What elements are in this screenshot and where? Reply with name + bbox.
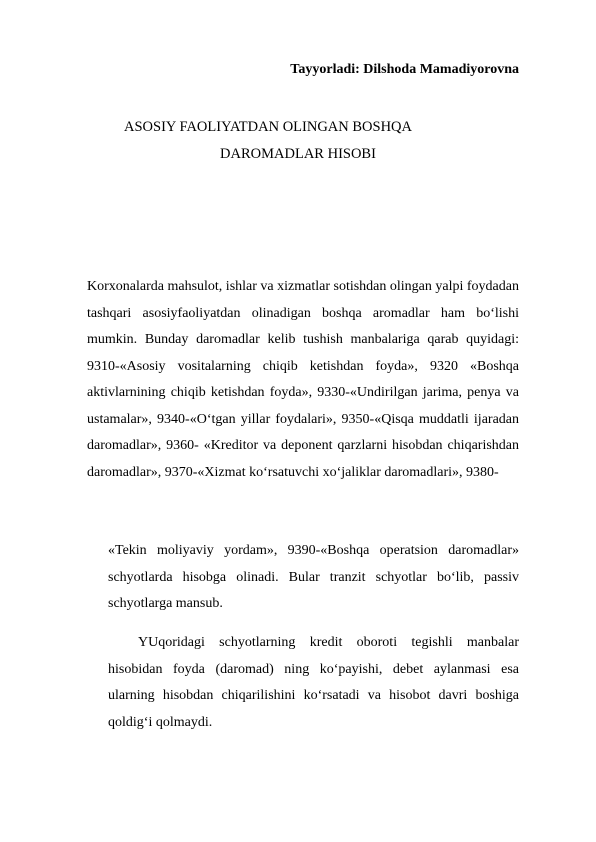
paragraph-accounts-list: Korxonalarda mahsulot, ishlar va xizmatlar sotishdan olingan yalpi foydadan tashqari asosiyfaoliyatdan olinadigan boshqa aromadlar ham bo‘lishi mumkin. Bunday daromadlar kelib tushish manbalariga qarab quyidagi: 9310-«Asosiy vositalarning chiqib ketishdan foyda», 9320 «Boshqa aktivlarnining chiqib ketishdan foyda», 9330-«Undirilgan jarima, penya va ustamalar», 9340-«O‘tgan yillar foydalari», 9350-«Qisqa muddatli ijaradan daromadlar», 9360- «Kreditor va deponent qarzlarni hisobdan chiqarishdan daromadlar», 9370-«Xizmat ko‘rsatuvchi xo‘jaliklar daromadlari», 9380-	[87, 279, 519, 480]
document-title	[77, 114, 519, 168]
title-line-2: DAROMADLAR HISOBI	[220, 146, 376, 162]
title-line-1: ASOSIY FAOLIYATDAN OLINGAN BOSHQA	[124, 119, 412, 135]
paragraph-transit-accounts: «Tekin moliyaviy yordam», 9390-«Boshqa operatsion daromadlar» schyotlarda hisobga olinadi. Bular tranzit schyotlar bo‘lib, passiv schyotlarga mansub.	[108, 543, 519, 611]
author-line: Tayyorladi: Dilshoda Mamadiyorovna	[290, 62, 519, 77]
paragraph-credit-turnover: YUqoridagi schyotlarning kredit oboroti tegishli manbalar hisobidan foyda (daromad) ning ko‘payishi, debet aylanmasi esa ularning hisobdan chiqarilishini ko‘rsatadi va hisobot davri boshiga qoldig‘i qolmaydi.	[108, 635, 519, 730]
